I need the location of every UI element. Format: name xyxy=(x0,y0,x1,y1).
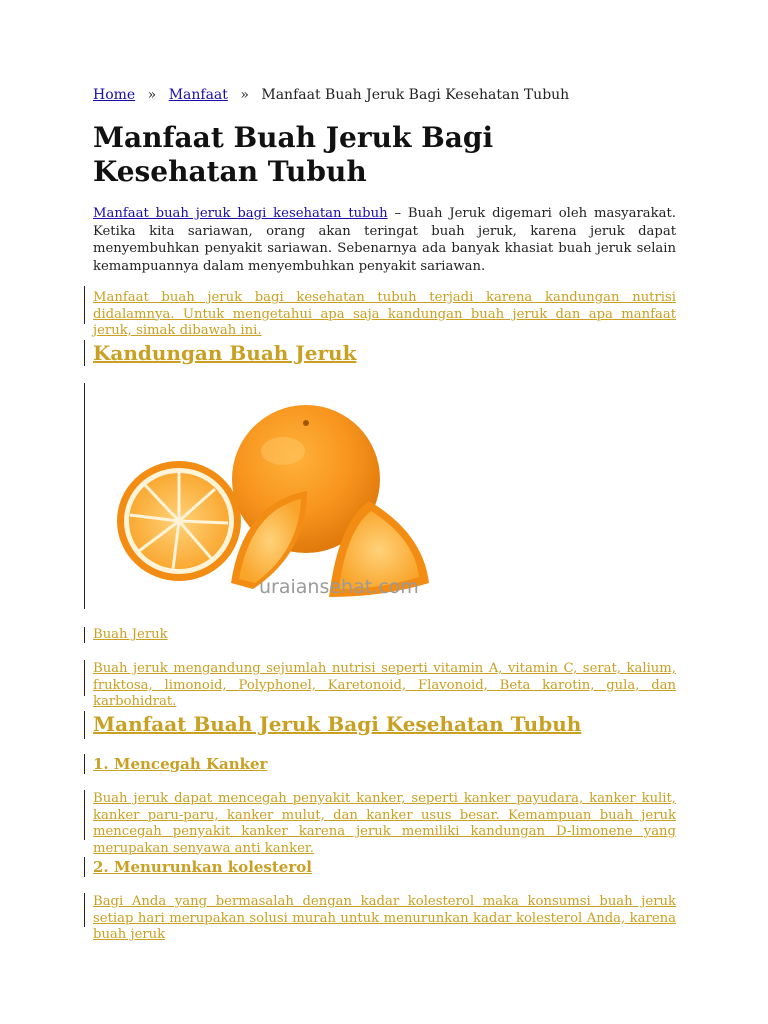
breadcrumb-current: Manfaat Buah Jeruk Bagi Kesehatan Tubuh xyxy=(261,87,570,103)
image-bar xyxy=(84,383,85,609)
breadcrumb-separator: » xyxy=(240,87,249,103)
kolesterol-paragraph[interactable]: Bagi Anda yang bermasalah dengan kadar kolesterol maka konsumsi buah jeruk setiap hari merupakan solusi murah untuk menurunkan kadar kolesterol Anda, karena buah jeruk xyxy=(93,894,676,942)
breadcrumb-category-link[interactable]: Manfaat xyxy=(168,87,228,103)
breadcrumb-separator: » xyxy=(147,87,157,103)
page-title: Manfaat Buah Jeruk Bagi Kesehatan Tubuh xyxy=(93,121,494,188)
heading-bar xyxy=(84,857,85,877)
breadcrumb-home-link[interactable]: Home xyxy=(93,87,136,103)
kandungan-paragraph[interactable]: Buah jeruk mengandung sejumlah nutrisi seperti vitamin A, vitamin C, serat, kalium, fruktosa, limonoid, Polyphonel, Karetonoid, Flavonoid, Beta karotin, gula, dan karbohidrat. xyxy=(93,661,676,709)
text-bar xyxy=(84,893,85,927)
text-bar xyxy=(84,660,85,696)
breadcrumb xyxy=(93,87,569,103)
quote-paragraph[interactable]: Manfaat buah jeruk bagi kesehatan tubuh terjadi karena kandungan nutrisi didalamnya. Untuk mengetahui apa saja kandungan buah jeruk dan apa manfaat jeruk, simak dibawah ini. xyxy=(93,290,676,338)
image-caption[interactable]: Buah Jeruk xyxy=(93,627,168,642)
heading-bar xyxy=(84,711,85,739)
quote-bar xyxy=(84,286,85,324)
heading-bar xyxy=(84,754,85,774)
orange-illustration xyxy=(93,383,433,608)
item-heading-kolesterol[interactable]: 2. Menurunkan kolesterol xyxy=(93,858,312,876)
intro-text: – Buah Jeruk digemari oleh masyarakat. Ketika kita sariawan, orang akan teringat buah jeruk, karena jeruk dapat menyembuhkan penyakit sariawan. Sebenarnya ada banyak khasiat buah jeruk selain kemampuannya dalam menyembuhkan penyakit sariawan. xyxy=(93,206,676,274)
caption-bar xyxy=(84,627,85,643)
text-bar xyxy=(84,790,85,840)
orange-image xyxy=(93,383,433,608)
intro-link[interactable]: Manfaat buah jeruk bagi kesehatan tubuh xyxy=(93,206,388,221)
section-heading-kandungan[interactable]: Kandungan Buah Jeruk xyxy=(93,341,357,365)
intro-paragraph xyxy=(93,205,676,275)
section-heading-manfaat[interactable]: Manfaat Buah Jeruk Bagi Kesehatan Tubuh xyxy=(93,712,582,736)
image-watermark: uraiansehat.com xyxy=(259,576,419,598)
item-heading-kanker[interactable]: 1. Mencegah Kanker xyxy=(93,755,268,773)
heading-bar xyxy=(84,340,85,366)
kanker-paragraph[interactable]: Buah jeruk dapat mencegah penyakit kanker, seperti kanker payudara, kanker kulit, kanker paru-paru, kanker mulut, dan kanker usus besar. Kemampuan buah jeruk mencegah penyakit kanker karena jeruk memiliki kandungan D-limonene yang merupakan senyawa anti kanker. xyxy=(93,791,676,856)
